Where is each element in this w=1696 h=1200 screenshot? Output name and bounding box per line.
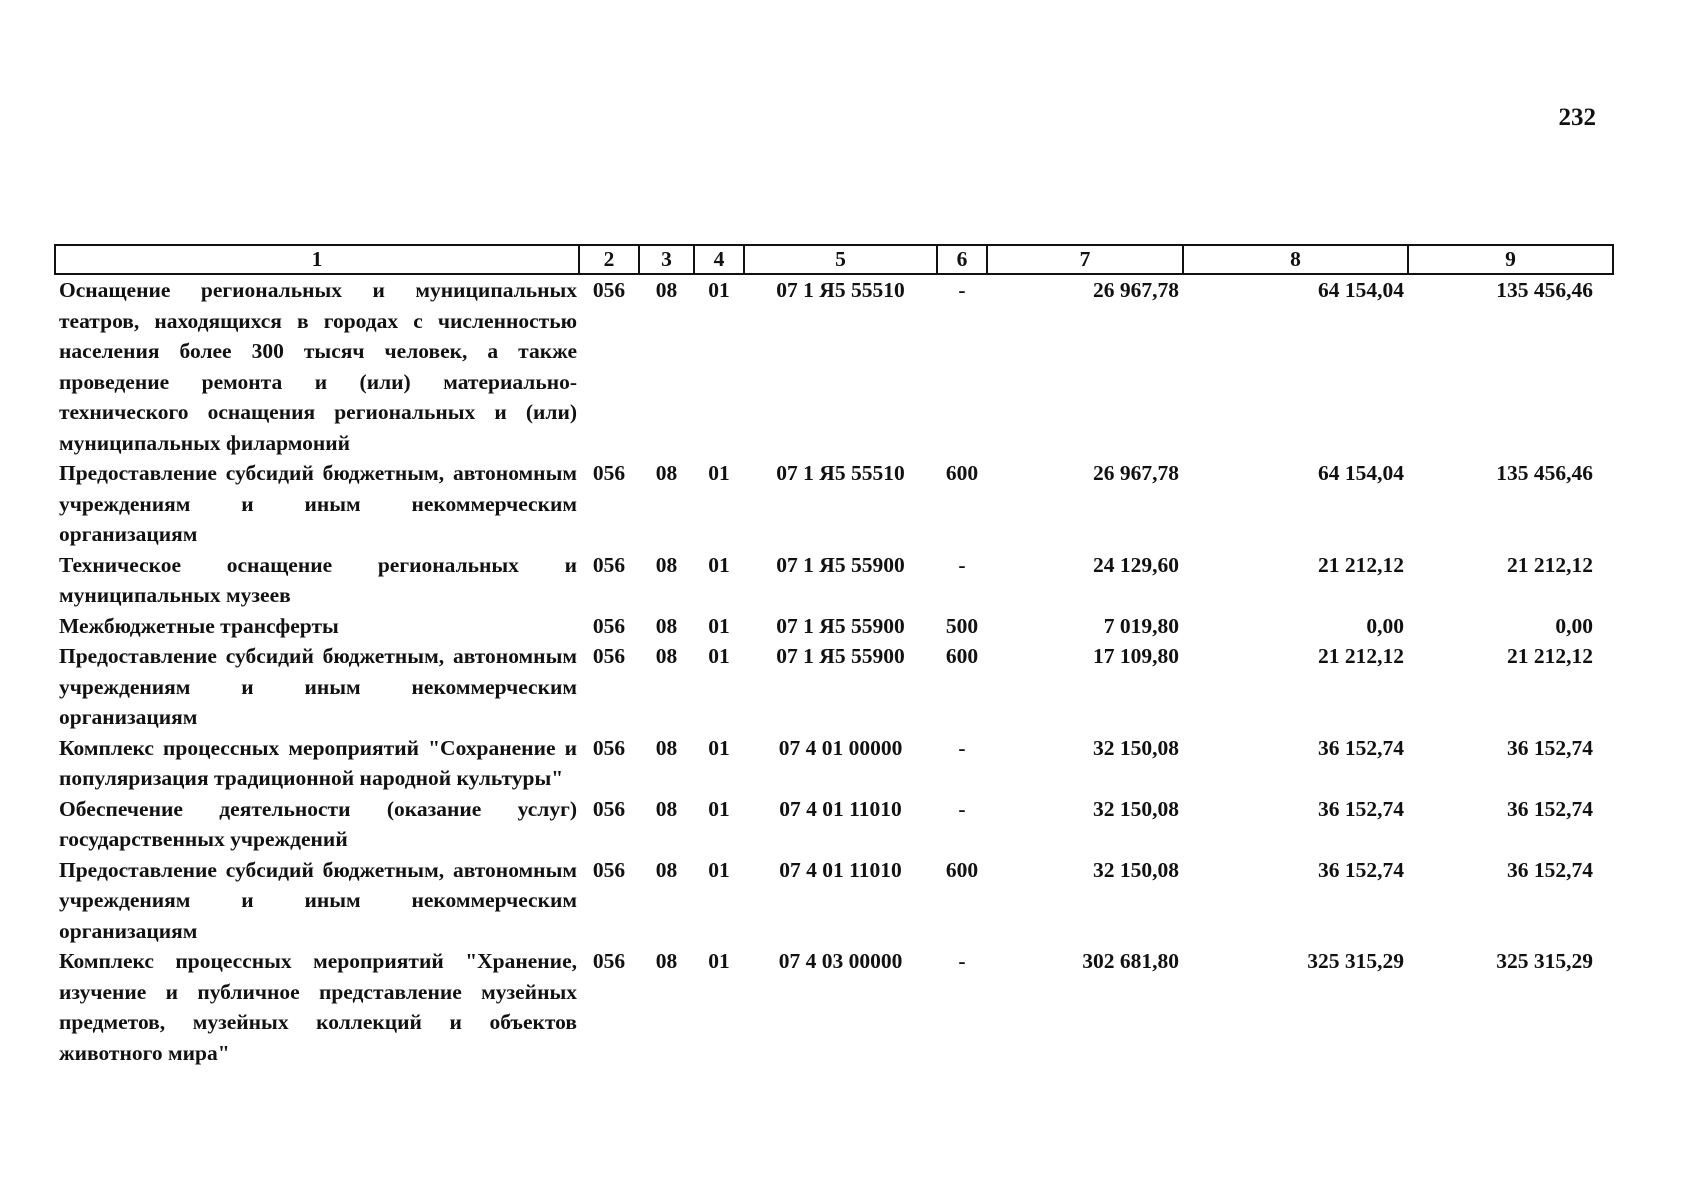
row-col-5: 07 4 01 11010 <box>779 857 902 882</box>
row-col-2: 056 <box>592 278 626 302</box>
row-name: Оснащение региональных и муниципальных театров, находящихся в городах с численностью населения более 300 тысяч человек, а также проведение ремонта и (или) материально-технического оснащения региональных и (или) муниципальных филармоний <box>59 278 577 455</box>
table-row <box>55 855 1613 947</box>
header-col-7: 7 <box>987 245 1183 274</box>
row-name: Межбюджетные трансферты <box>59 613 339 638</box>
row-col-9: 36 152,74 <box>1507 735 1593 760</box>
row-col-3: 08 <box>655 644 678 668</box>
row-col-2: 056 <box>592 461 626 485</box>
row-col-7: 17 109,80 <box>1093 644 1179 668</box>
row-col-6: - <box>958 552 966 577</box>
row-col-3: 08 <box>655 613 678 638</box>
row-col-7: 32 150,08 <box>1093 796 1179 821</box>
header-col-3: 3 <box>639 245 694 274</box>
row-col-5: 07 1 Я5 55900 <box>776 644 905 668</box>
table-row <box>55 611 1613 642</box>
row-col-5: 07 1 Я5 55510 <box>776 278 905 302</box>
row-col-6: 600 <box>945 644 979 668</box>
table-row <box>55 641 1613 733</box>
row-col-9: 21 212,12 <box>1507 644 1593 668</box>
table-body <box>55 274 1613 1068</box>
row-col-4: 01 <box>708 644 730 668</box>
row-col-8: 21 212,12 <box>1318 644 1404 668</box>
page-number: 232 <box>1558 104 1596 131</box>
row-col-4: 01 <box>708 613 730 638</box>
header-col-2: 2 <box>579 245 639 274</box>
row-col-6: - <box>958 796 966 821</box>
table-row <box>55 458 1613 550</box>
row-col-7: 26 967,78 <box>1093 278 1179 302</box>
row-col-2: 056 <box>592 949 626 973</box>
row-name: Предоставление субсидий бюджетным, автономным учреждениям и иным некоммерческим организациям <box>59 857 577 943</box>
row-col-4: 01 <box>708 857 730 882</box>
row-col-8: 36 152,74 <box>1318 735 1404 760</box>
row-name: Обеспечение деятельности (оказание услуг) государственных учреждений <box>59 796 577 851</box>
row-col-9: 21 212,12 <box>1507 552 1593 577</box>
budget-table <box>54 244 1614 1068</box>
row-col-3: 08 <box>655 857 678 882</box>
row-col-3: 08 <box>655 735 678 760</box>
row-name: Предоставление субсидий бюджетным, автономным учреждениям и иным некоммерческим организациям <box>59 461 577 546</box>
row-col-7: 302 681,80 <box>1082 949 1179 973</box>
row-col-6: - <box>958 949 966 973</box>
row-col-4: 01 <box>708 796 730 821</box>
header-col-5: 5 <box>744 245 937 274</box>
row-col-7: 7 019,80 <box>1103 613 1179 638</box>
row-col-7: 32 150,08 <box>1093 857 1179 882</box>
row-col-3: 08 <box>655 949 678 973</box>
header-col-1: 1 <box>55 245 579 274</box>
row-col-3: 08 <box>655 552 678 577</box>
row-name: Предоставление субсидий бюджетным, автономным учреждениям и иным некоммерческим организациям <box>59 644 577 729</box>
row-col-2: 056 <box>592 796 626 821</box>
header-col-6: 6 <box>937 245 987 274</box>
row-col-4: 01 <box>708 552 730 577</box>
row-col-2: 056 <box>592 857 626 882</box>
row-col-7: 32 150,08 <box>1093 735 1179 760</box>
row-col-8: 36 152,74 <box>1318 796 1404 821</box>
header-col-4: 4 <box>694 245 744 274</box>
row-col-9: 0,00 <box>1555 613 1593 638</box>
table-row <box>55 274 1613 458</box>
row-col-5: 07 1 Я5 55900 <box>776 552 905 577</box>
row-col-9: 135 456,46 <box>1496 461 1593 485</box>
row-col-5: 07 4 01 00000 <box>778 735 903 760</box>
row-col-2: 056 <box>592 735 626 760</box>
row-col-8: 21 212,12 <box>1318 552 1404 577</box>
row-col-3: 08 <box>655 796 678 821</box>
row-col-5: 07 1 Я5 55900 <box>776 613 905 638</box>
row-col-7: 24 129,60 <box>1093 552 1179 577</box>
row-col-9: 36 152,74 <box>1507 857 1593 882</box>
header-col-9: 9 <box>1408 245 1613 274</box>
row-col-6: 600 <box>945 857 979 882</box>
row-col-8: 64 154,04 <box>1318 278 1404 302</box>
row-col-9: 36 152,74 <box>1507 796 1593 821</box>
row-col-4: 01 <box>708 278 730 302</box>
table-row <box>55 733 1613 794</box>
row-name: Техническое оснащение региональных и муниципальных музеев <box>59 552 577 607</box>
row-col-8: 0,00 <box>1366 613 1404 638</box>
row-col-4: 01 <box>708 735 730 760</box>
row-col-5: 07 4 03 00000 <box>778 949 903 973</box>
header-row <box>55 245 1613 274</box>
row-col-6: 500 <box>945 613 979 638</box>
row-col-7: 26 967,78 <box>1093 461 1179 485</box>
row-col-6: 600 <box>945 461 979 485</box>
row-col-4: 01 <box>708 461 730 485</box>
row-name: Комплекс процессных мероприятий "Сохранение и популяризация традиционной народной культуры" <box>59 735 577 790</box>
row-col-2: 056 <box>592 644 626 668</box>
row-col-4: 01 <box>708 949 730 973</box>
row-col-8: 64 154,04 <box>1318 461 1404 485</box>
header-col-8: 8 <box>1183 245 1408 274</box>
row-col-3: 08 <box>655 461 678 485</box>
row-col-5: 07 4 01 11010 <box>779 796 902 821</box>
row-col-2: 056 <box>592 552 626 577</box>
table-row <box>55 794 1613 855</box>
row-col-6: - <box>958 735 966 760</box>
row-col-6: - <box>958 278 966 302</box>
row-col-9: 325 315,29 <box>1496 949 1593 973</box>
row-col-3: 08 <box>655 278 678 302</box>
row-col-9: 135 456,46 <box>1496 278 1593 302</box>
table-row <box>55 946 1613 1068</box>
row-name: Комплекс процессных мероприятий "Хранение, изучение и публичное представление музейных предметов, музейных коллекций и объектов животного мира" <box>59 949 577 1065</box>
row-col-2: 056 <box>592 613 626 638</box>
row-col-8: 325 315,29 <box>1307 949 1404 973</box>
row-col-5: 07 1 Я5 55510 <box>776 461 905 485</box>
table-row <box>55 550 1613 611</box>
row-col-8: 36 152,74 <box>1318 857 1404 882</box>
